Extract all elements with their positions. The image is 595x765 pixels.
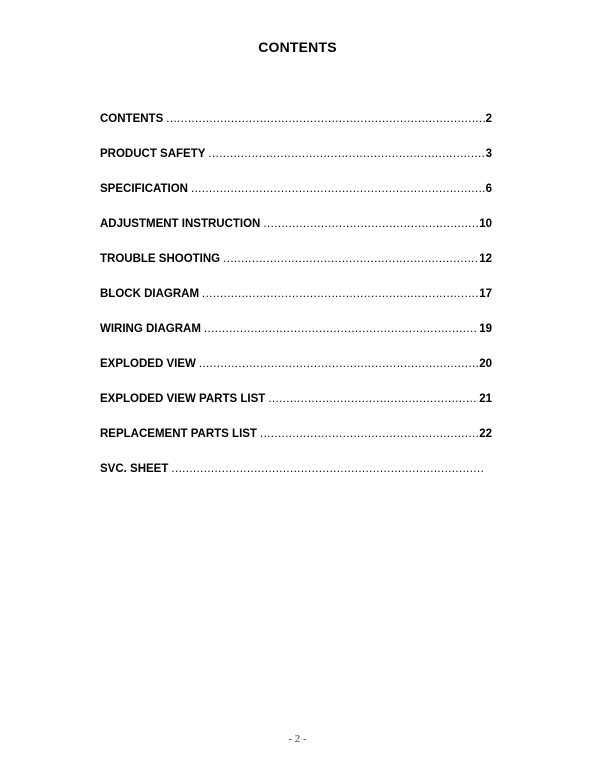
toc-dot-leader: [268, 390, 478, 408]
toc-entry-wiring-diagram: [100, 320, 492, 355]
toc-entry-label: EXPLODED VIEW PARTS LIST: [100, 393, 266, 405]
table-of-contents: [100, 110, 492, 495]
toc-entry-page: 20: [479, 358, 492, 370]
toc-entry-adjustment-instruction: [100, 215, 492, 250]
toc-dot-leader: [204, 320, 478, 338]
toc-entry-label: BLOCK DIAGRAM: [100, 288, 200, 300]
toc-entry-label: SPECIFICATION: [100, 183, 188, 195]
toc-entry-page: 2: [485, 113, 492, 125]
toc-entry-label: CONTENTS: [100, 113, 164, 125]
page-number-footer: - 2 -: [288, 733, 307, 745]
toc-dot-leader: [260, 425, 478, 443]
toc-entry-block-diagram: [100, 285, 492, 320]
toc-entry-contents: [100, 110, 492, 145]
toc-entry-page: 12: [479, 253, 492, 265]
toc-dot-leader: [191, 180, 485, 198]
toc-dot-leader: [199, 355, 478, 373]
toc-entry-replacement-parts-list: [100, 425, 492, 460]
toc-entry-exploded-view-parts-list: [100, 390, 492, 425]
page-title: CONTENTS: [258, 39, 337, 55]
toc-dot-leader: [171, 460, 485, 478]
toc-entry-label: PRODUCT SAFETY: [100, 148, 206, 160]
toc-entry-label: ADJUSTMENT INSTRUCTION: [100, 218, 261, 230]
toc-entry-page: 3: [485, 148, 492, 160]
toc-entry-product-safety: [100, 145, 492, 180]
toc-entry-label: REPLACEMENT PARTS LIST: [100, 428, 257, 440]
toc-entry-specification: [100, 180, 492, 215]
toc-entry-svc-sheet: [100, 460, 492, 495]
toc-entry-trouble-shooting: [100, 250, 492, 285]
toc-dot-leader: [263, 215, 478, 233]
toc-entry-page: 10: [479, 218, 492, 230]
toc-entry-page: 6: [485, 183, 492, 195]
toc-dot-leader: [223, 250, 478, 268]
toc-entry-label: SVC. SHEET: [100, 463, 169, 475]
toc-dot-leader: [208, 145, 484, 163]
toc-entry-page: 17: [479, 288, 492, 300]
toc-entry-label: EXPLODED VIEW: [100, 358, 196, 370]
toc-entry-page: 22: [479, 428, 492, 440]
toc-entry-exploded-view: [100, 355, 492, 390]
toc-entry-label: TROUBLE SHOOTING: [100, 253, 221, 265]
toc-entry-page: 21: [479, 393, 492, 405]
toc-dot-leader: [202, 285, 478, 303]
toc-entry-label: WIRING DIAGRAM: [100, 323, 201, 335]
toc-dot-leader: [166, 110, 484, 128]
toc-entry-page: 19: [479, 323, 492, 335]
